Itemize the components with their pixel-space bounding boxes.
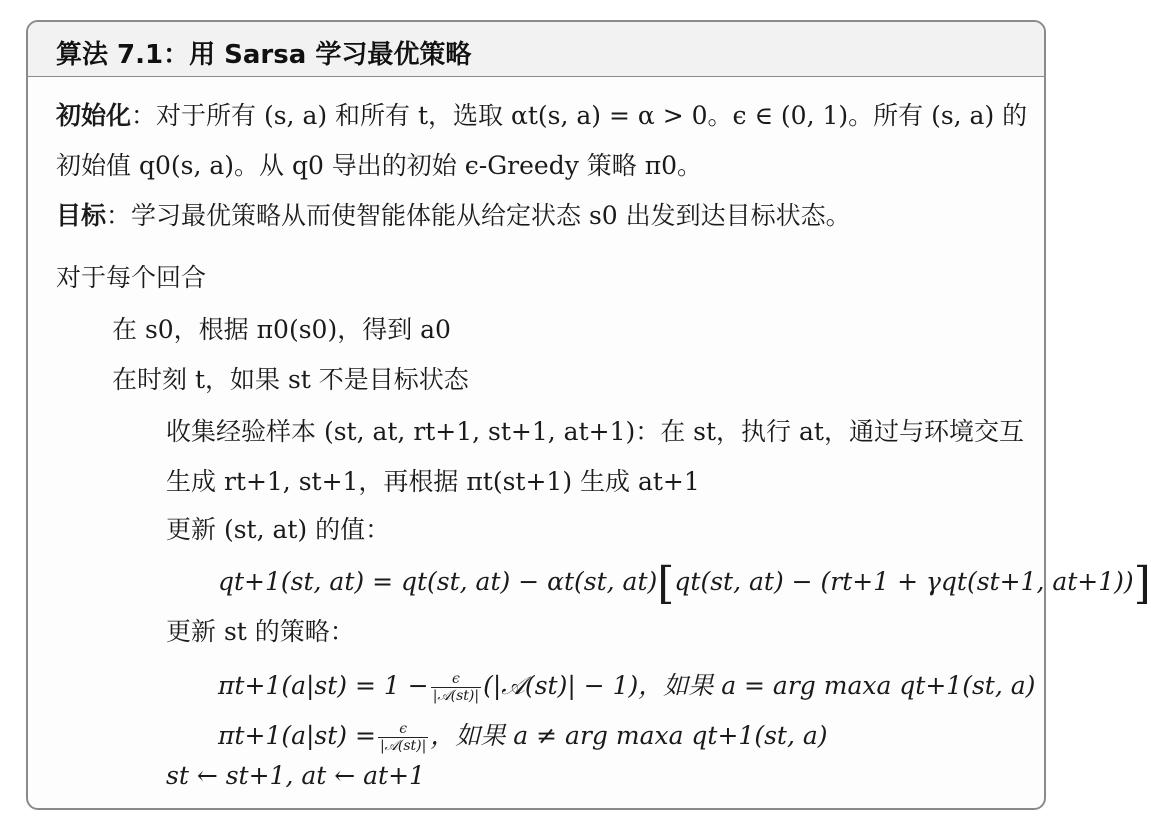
policy-greedy-lhs: πt+1(a|st) = 1 − [218,671,429,700]
update-value-lhs: qt+1(st, at) = qt(st, at) − αt(st, at) [218,567,658,596]
policy-explore-equation [218,718,828,754]
step-collect-2: 生成 rt+1, st+1，再根据 πt(st+1) 生成 at+1 [166,467,700,496]
goal-label: 目标 [56,201,107,230]
update-value-equation [218,558,1151,609]
step-collect-1: 收集经验样本 (st, at, rt+1, st+1, at+1)：在 st，执行 at，通过与环境交互 [166,417,1024,446]
fraction-numerator: ϵ [431,671,481,688]
init-label: 初始化 [56,101,132,130]
init-text-1: ：对于所有 (s, a) 和所有 t，选取 αt(s, a) = α > 0。ϵ ∈ (0, 1)。所有 (s, a) 的 [131,101,1028,130]
fraction [378,721,428,754]
goal-text: ：学习最优策略从而使智能体能从给定状态 s0 出发到达目标状态。 [106,201,851,230]
algorithm-title-bar [28,22,1044,77]
step-s0: 在 s0，根据 π0(s0)，得到 a0 [112,315,451,344]
update-policy-label: 更新 st 的策略： [166,617,355,646]
fraction-denominator: |𝒜(st)| [379,738,427,754]
policy-explore-lhs: πt+1(a|st) = [218,721,376,750]
update-value-label: 更新 (st, at) 的值： [166,515,391,544]
fraction-numerator: ϵ [378,721,428,738]
left-bracket: [ [657,558,675,609]
right-bracket: ] [1133,558,1151,609]
episode-loop: 对于每个回合 [56,263,207,292]
policy-greedy-rhs: (|𝒜(st)| − 1)，如果 a = arg maxa qt+1(st, a) [483,671,1036,700]
fraction-denominator: |𝒜(st)| [432,688,480,704]
update-value-rhs: qt(st, at) − (rt+1 + γqt(st+1, at+1)) [674,567,1134,596]
policy-greedy-equation [218,668,1035,704]
fraction [431,671,481,704]
init-line-2: 初始值 q0(s, a)。从 q0 导出的初始 ϵ-Greedy 策略 π0。 [56,151,703,180]
step-while: 在时刻 t，如果 st 不是目标状态 [112,365,469,394]
policy-explore-rhs: ，如果 a ≠ arg maxa qt+1(st, a) [430,721,828,750]
init-line-1 [56,98,1027,134]
algorithm-box [26,20,1151,810]
goal-line [56,198,851,234]
state-shift: st ← st+1, at ← at+1 [166,761,425,790]
algorithm-title: 算法 7.1：用 Sarsa 学习最优策略 [56,40,472,70]
